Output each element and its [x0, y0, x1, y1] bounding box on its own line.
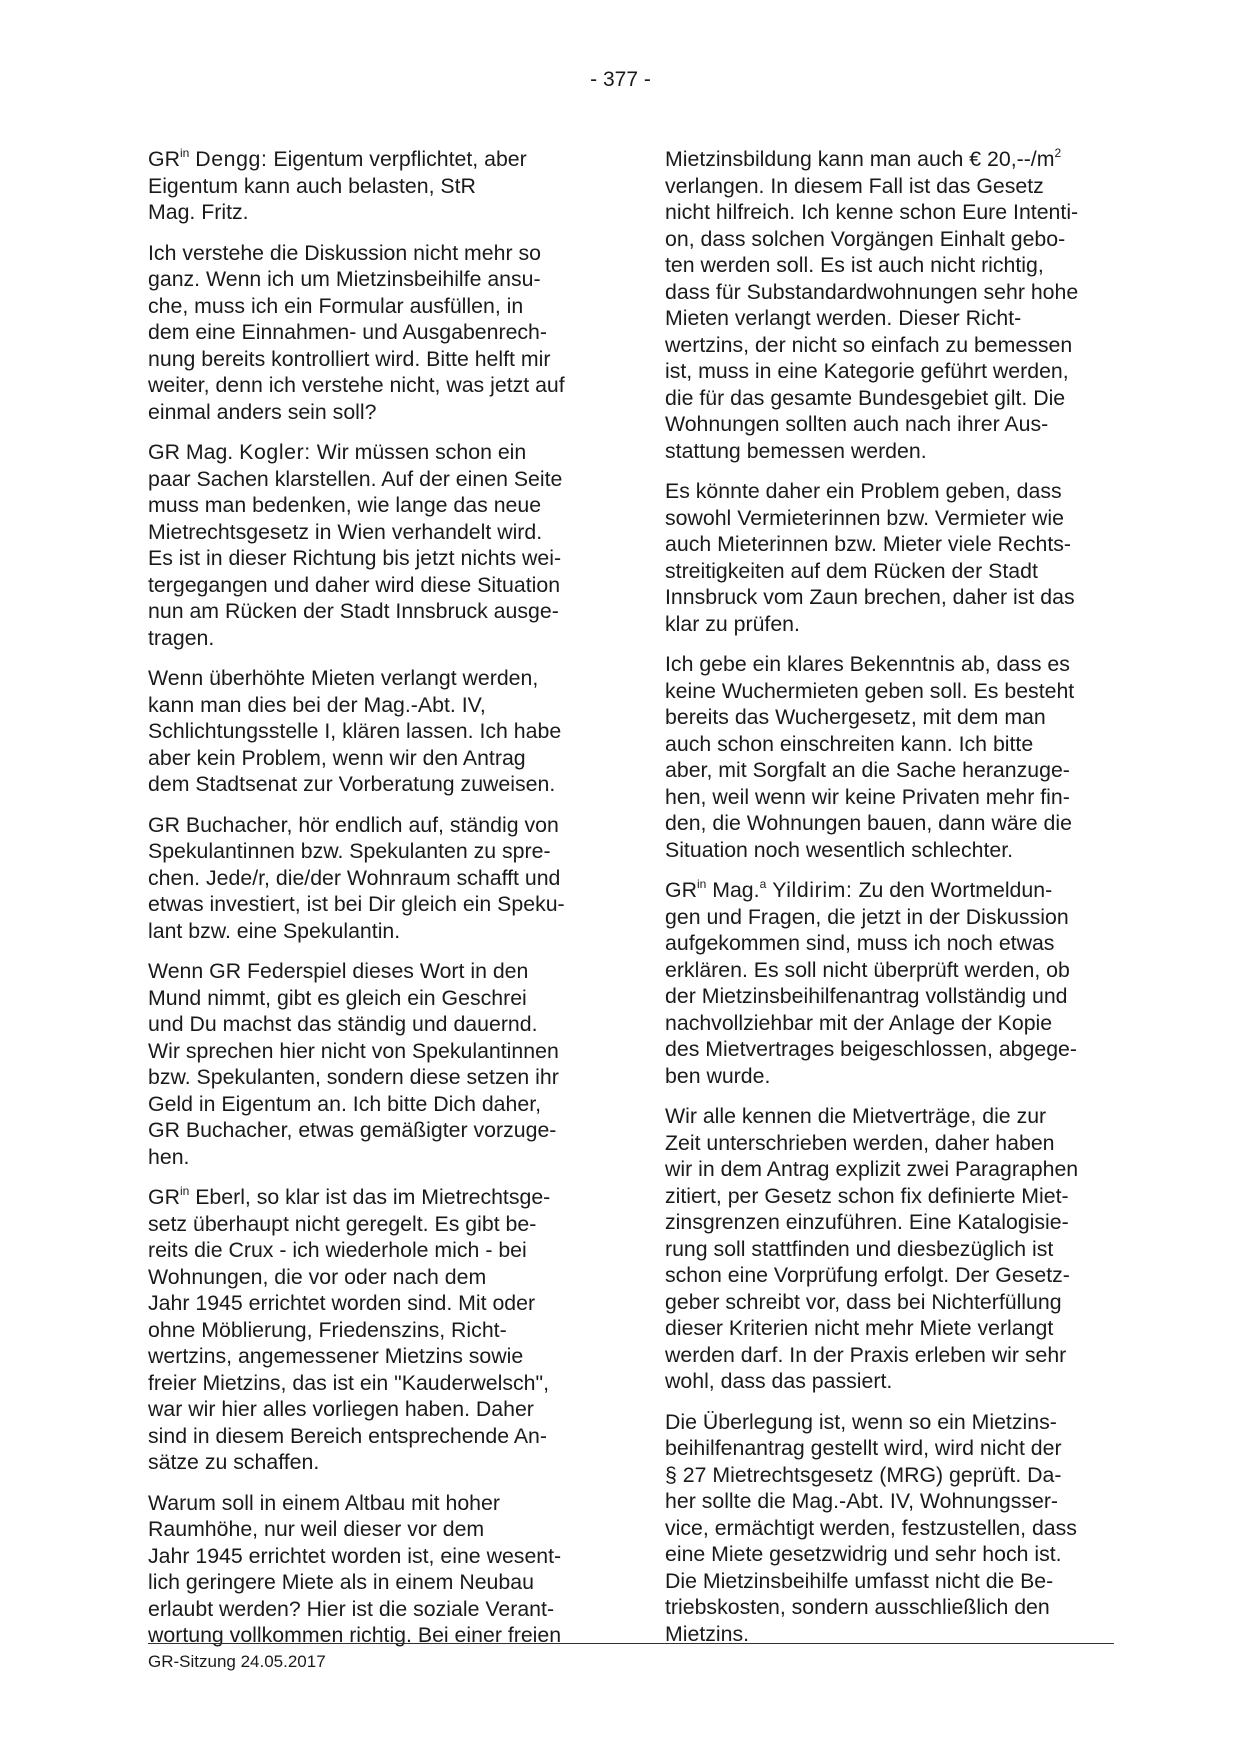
paragraph-line: erklären. Es soll nicht überprüft werden, ob — [665, 957, 1070, 982]
paragraph-line: geber schreibt vor, dass bei Nichterfüllung — [665, 1289, 1062, 1314]
paragraph-line: Die Mietzinsbeihilfe umfasst nicht die Be- — [665, 1568, 1054, 1593]
paragraph-line: dass für Substandardwohnungen sehr hohe — [665, 279, 1079, 304]
paragraph-line: rung soll stattfinden und diesbezüglich ist — [665, 1236, 1054, 1261]
speaker-title: GR Mag. — [148, 440, 234, 464]
paragraph-line: Ich verstehe die Diskussion nicht mehr so — [148, 240, 541, 265]
paragraph — [148, 958, 596, 1170]
paragraph-line: Geld in Eigentum an. Ich bitte Dich daher, — [148, 1091, 542, 1116]
paragraph-line: nachvollziehbar mit der Anlage der Kopie — [665, 1010, 1053, 1035]
paragraph-line: Mund nimmt, gibt es gleich ein Geschrei — [148, 985, 527, 1010]
paragraph-line: verlangen. In diesem Fall ist das Gesetz — [665, 173, 1044, 198]
paragraph-line: Mag. Fritz. — [148, 200, 249, 224]
footer-divider — [148, 1643, 1114, 1644]
paragraph-line: GR Buchacher, etwas gemäßigter vorzuge- — [148, 1118, 557, 1142]
paragraph-line: hen. — [148, 1144, 190, 1169]
paragraph-line: dem Stadtsenat zur Vorberatung zuweisen. — [148, 772, 556, 796]
line-text: Zu den Wortmeldun- — [858, 878, 1053, 902]
paragraph-line: zinsgrenzen einzuführen. Eine Katalogisie- — [665, 1210, 1069, 1234]
paragraph-line: war wir hier alles vorliegen haben. Daher — [148, 1397, 534, 1421]
paragraph-line: chen. Jede/r, die/der Wohnraum schafft und — [148, 865, 561, 890]
paragraph-line: lich geringere Miete als in einem Neubau — [148, 1570, 534, 1594]
paragraph-line: ganz. Wenn ich um Mietzinsbeihilfe ansu- — [148, 267, 541, 291]
paragraph-line: Wir alle kennen die Mietverträge, die zur — [665, 1104, 1047, 1128]
paragraph-line: nun am Rücken der Stadt Innsbruck ausge- — [148, 599, 559, 623]
paragraph-line: ohne Möblierung, Friedenszins, Richt- — [148, 1317, 507, 1342]
paragraph-line: dem eine Einnahmen- und Ausgabenrech- — [148, 320, 547, 344]
paragraph — [148, 1184, 596, 1476]
paragraph-line: auch schon einschreiten kann. Ich bitte — [665, 731, 1034, 756]
title-superscript: in — [179, 146, 190, 160]
unit-superscript: 2 — [1054, 146, 1062, 160]
paragraph-line: Wir sprechen hier nicht von Spekulantinnen — [148, 1038, 559, 1063]
paragraph-line: Zeit unterschrieben werden, daher haben — [665, 1130, 1055, 1155]
paragraph-line: hen, weil wenn wir keine Privaten mehr fin- — [665, 784, 1070, 809]
paragraph-line — [148, 439, 596, 466]
paragraph-line: streitigkeiten auf dem Rücken der Stadt — [665, 558, 1038, 583]
paragraph-line: wohl, dass das passiert. — [665, 1369, 893, 1393]
paragraph-line: kann man dies bei der Mag.-Abt. IV, — [148, 692, 486, 717]
paragraph — [148, 240, 596, 426]
paragraph — [665, 1409, 1113, 1648]
paragraph — [665, 651, 1113, 863]
paragraph-line: Wenn überhöhte Mieten verlangt werden, — [148, 666, 539, 690]
paragraph-line: ist, muss in eine Kategorie geführt werden, — [665, 359, 1069, 383]
paragraph-line: erlaubt werden? Hier ist die soziale Verant- — [148, 1596, 555, 1621]
paragraph-line: sätze zu schaffen. — [148, 1450, 320, 1474]
paragraph — [665, 146, 1113, 464]
paragraph-line: nung bereits kontrolliert wird. Bitte helft mir — [148, 346, 551, 371]
title-superscript: in — [179, 1184, 190, 1198]
paragraph — [148, 665, 596, 798]
speaker-title: GR — [665, 878, 697, 902]
paragraph-line: Jahr 1945 errichtet worden ist, eine wesent- — [148, 1543, 562, 1568]
speaker-name: Dengg: — [195, 147, 268, 171]
paragraph-line: § 27 Mietrechtsgesetz (MRG) geprüft. Da- — [665, 1462, 1062, 1487]
paragraph-line: Es könnte daher ein Problem geben, dass — [665, 479, 1062, 503]
paragraph-line: triebskosten, sondern ausschließlich den — [665, 1595, 1050, 1619]
paragraph-line: sowohl Vermieterinnen bzw. Vermieter wie — [665, 505, 1064, 530]
paragraph-line: stattung bemessen werden. — [665, 438, 927, 463]
speaker-name: Yildirim: — [772, 878, 853, 902]
paragraph — [665, 1103, 1113, 1395]
speaker-title: Mag. — [712, 878, 760, 902]
paragraph-line: schon eine Vorprüfung erfolgt. Der Gesetz- — [665, 1263, 1070, 1287]
line-text: Wir müssen schon ein — [316, 440, 527, 464]
paragraph-line: Mieten verlangt werden. Dieser Richt- — [665, 306, 1022, 330]
paragraph-line: Ich gebe ein klares Bekenntnis ab, dass es — [665, 652, 1070, 676]
paragraph-line: Situation noch wesentlich schlechter. — [665, 837, 1014, 862]
paragraph — [148, 439, 596, 651]
paragraph-line: gen und Fragen, die jetzt in der Diskussion — [665, 904, 1069, 929]
paragraph-line: bzw. Spekulanten, sondern diese setzen ihr — [148, 1065, 559, 1089]
paragraph-line: tergegangen und daher wird diese Situation — [148, 572, 561, 597]
paragraph-line: einmal anders sein soll? — [148, 399, 377, 424]
paragraph-line: des Mietvertrages beigeschlossen, abgege- — [665, 1037, 1077, 1061]
paragraph-line: sind in diesem Bereich entsprechende An- — [148, 1423, 547, 1448]
paragraph-line: on, dass solchen Vorgängen Einhalt gebo- — [665, 226, 1066, 251]
right-column — [665, 146, 1113, 1661]
paragraph-line — [665, 877, 1113, 904]
paragraph-line: die für das gesamte Bundesgebiet gilt. Die — [665, 385, 1066, 410]
paragraph-line: eine Miete gesetzwidrig und sehr hoch ist. — [665, 1542, 1062, 1566]
paragraph-line: Schlichtungsstelle I, klären lassen. Ich habe — [148, 719, 562, 743]
paragraph-line: etwas investiert, ist bei Dir gleich ein Speku- — [148, 892, 565, 916]
paragraph-line: Jahr 1945 errichtet worden sind. Mit oder — [148, 1291, 536, 1315]
speaker-title: GR — [148, 1185, 180, 1209]
paragraph-line: den, die Wohnungen bauen, dann wäre die — [665, 811, 1072, 835]
paragraph-line: Spekulantinnen bzw. Spekulanten zu spre- — [148, 839, 551, 863]
title-superscript: a — [759, 877, 767, 891]
paragraph-line: und Du machst das ständig und dauernd. — [148, 1012, 538, 1036]
paragraph-line: wertzins, angemessener Mietzins sowie — [148, 1344, 524, 1368]
paragraph — [148, 146, 596, 226]
paragraph-line: zitiert, per Gesetz schon fix definierte Miet- — [665, 1183, 1069, 1208]
paragraph-line: nicht hilfreich. Ich kenne schon Eure Intenti- — [665, 200, 1079, 224]
line-text: Eigentum verpflichtet, aber — [273, 147, 527, 171]
paragraph-line: lant bzw. eine Spekulantin. — [148, 918, 401, 943]
paragraph-line: Mietrechtsgesetz in Wien verhandelt wird. — [148, 519, 543, 544]
line-text: Eberl, so klar ist das im Mietrechtsge- — [195, 1185, 551, 1209]
paragraph-line: ben wurde. — [665, 1063, 771, 1088]
paragraph-line: muss man bedenken, wie lange das neue — [148, 493, 542, 517]
page-number: - 377 - — [590, 68, 651, 91]
paragraph-line: ten werden soll. Es ist auch nicht richtig, — [665, 253, 1044, 277]
paragraph — [665, 478, 1113, 637]
paragraph-line: Wenn GR Federspiel dieses Wort in den — [148, 959, 529, 983]
paragraph-line: che, muss ich ein Formular ausfüllen, in — [148, 293, 524, 318]
paragraph-line: werden darf. In der Praxis erleben wir sehr — [665, 1342, 1067, 1367]
paragraph — [148, 1490, 596, 1649]
paragraph-line: beihilfenantrag gestellt wird, wird nicht der — [665, 1436, 1062, 1460]
speaker-title: GR — [148, 147, 180, 171]
paragraph-line: aber kein Problem, wenn wir den Antrag — [148, 745, 526, 770]
paragraph-line: Warum soll in einem Altbau mit hoher — [148, 1490, 500, 1515]
paragraph — [148, 812, 596, 945]
paragraph-line — [148, 146, 596, 173]
paragraph-line: tragen. — [148, 625, 215, 650]
paragraph-line — [148, 1184, 596, 1211]
paragraph-line: bereits das Wuchergesetz, mit dem man — [665, 705, 1046, 729]
paragraph-line: her sollte die Mag.-Abt. IV, Wohnungsser- — [665, 1489, 1059, 1513]
paragraph-line: Mietzins. — [665, 1621, 750, 1646]
paragraph-line: paar Sachen klarstellen. Auf der einen Seite — [148, 466, 563, 491]
paragraph-line: weiter, denn ich verstehe nicht, was jetzt auf — [148, 373, 565, 397]
paragraph-line: Wohnungen, die vor oder nach dem — [148, 1264, 487, 1289]
speaker-name: Kogler: — [239, 440, 311, 464]
paragraph-line: wortung vollkommen richtig. Bei einer freien — [148, 1623, 562, 1647]
paragraph-line: auch Mieterinnen bzw. Mieter viele Rechts- — [665, 532, 1072, 556]
paragraph-line: GR Buchacher, hör endlich auf, ständig von — [148, 812, 559, 837]
paragraph-line: setz überhaupt nicht geregelt. Es gibt be- — [148, 1211, 537, 1236]
paragraph-line: aber, mit Sorgfalt an die Sache heranzuge- — [665, 758, 1070, 782]
paragraph-line: wertzins, der nicht so einfach zu bemessen — [665, 332, 1073, 357]
paragraph-line: Raumhöhe, nur weil dieser vor dem — [148, 1517, 485, 1541]
line-text: Mietzinsbildung kann man auch € 20,--/m — [665, 147, 1055, 171]
paragraph-line: der Mietzinsbeihilfenantrag vollständig und — [665, 984, 1068, 1008]
paragraph-line: Es ist in dieser Richtung bis jetzt nichts wei- — [148, 546, 562, 570]
paragraph — [665, 877, 1113, 1089]
left-column — [148, 146, 596, 1663]
paragraph-line: reits die Crux - ich wiederhole mich - bei — [148, 1238, 527, 1262]
paragraph-line: freier Mietzins, das ist ein "Kauderwelsch", — [148, 1370, 549, 1395]
paragraph-line: keine Wuchermieten geben soll. Es besteht — [665, 678, 1075, 703]
paragraph-line: Wohnungen sollten auch nach ihrer Aus- — [665, 412, 1049, 436]
footer-session-date: GR-Sitzung 24.05.2017 — [148, 1652, 326, 1671]
paragraph-line: dieser Kriterien nicht mehr Miete verlangt — [665, 1316, 1054, 1340]
paragraph-line: Die Überlegung ist, wenn so ein Mietzins- — [665, 1409, 1057, 1434]
paragraph-line: Innsbruck vom Zaun brechen, daher ist das — [665, 585, 1075, 609]
title-superscript: in — [696, 877, 707, 891]
paragraph-line — [665, 146, 1113, 173]
paragraph-line: Eigentum kann auch belasten, StR — [148, 173, 476, 198]
paragraph-line: vice, ermächtigt werden, festzustellen, dass — [665, 1515, 1077, 1540]
paragraph-line: klar zu prüfen. — [665, 611, 800, 636]
paragraph-line: aufgekommen sind, muss ich noch etwas — [665, 931, 1055, 955]
paragraph-line: wir in dem Antrag explizit zwei Paragraphen — [665, 1157, 1079, 1181]
